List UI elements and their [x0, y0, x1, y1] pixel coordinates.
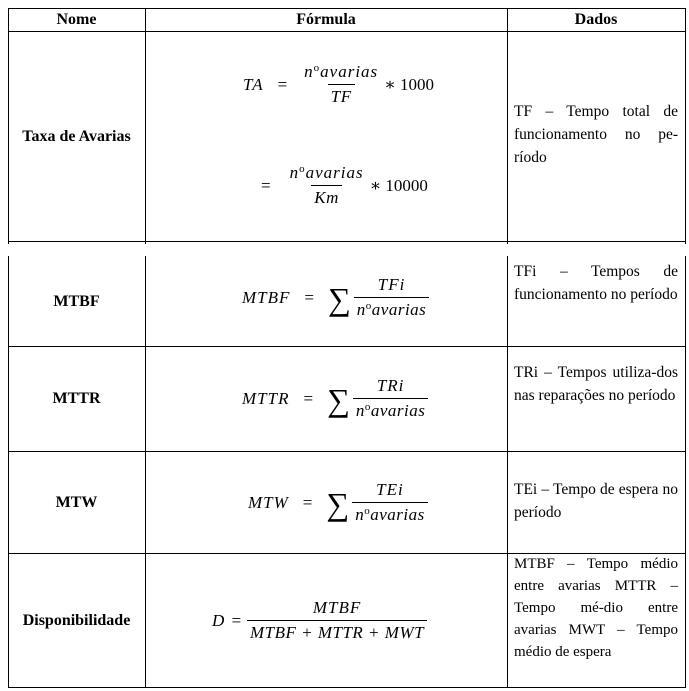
- fraction: [301, 62, 381, 107]
- multiplier: ∗ 10000: [369, 175, 428, 195]
- ordinal-o: o: [365, 300, 372, 312]
- fraction: [353, 376, 429, 421]
- row-name-mttr: MTTR: [52, 390, 101, 407]
- fraction-denominator: MTBF + MTTR + MWT: [247, 620, 427, 643]
- fraction-numerator: [301, 62, 381, 84]
- formula-lhs: D =: [212, 610, 243, 630]
- formula-taxa-1: [243, 62, 434, 107]
- ordinal-o: o: [364, 401, 371, 413]
- dados-taxa: TF – Tempo total de funcionamento no pe-ríodo: [514, 103, 678, 166]
- fraction: [247, 598, 427, 643]
- fraction-denominator: TF: [328, 84, 355, 107]
- row-name-mtw: MTW: [55, 493, 98, 511]
- formula-lhs: MTBF: [242, 287, 291, 307]
- avarias-text: avarias: [370, 505, 425, 524]
- col-border-2: [507, 8, 508, 244]
- col-border-right: [685, 8, 686, 244]
- formula-mtbf: [242, 275, 429, 320]
- formula-disponibilidade: [212, 598, 427, 643]
- sum-symbol: ∑: [327, 280, 351, 317]
- equals-sign: =: [261, 175, 271, 195]
- ordinal-o: o: [299, 163, 306, 175]
- formula-lhs: MTTR: [242, 388, 290, 408]
- n-symbol: n: [304, 62, 314, 81]
- fraction-numerator: TEi: [376, 480, 404, 499]
- table-bottom-rule: [8, 687, 686, 688]
- equals-sign: =: [304, 287, 314, 307]
- fraction: [354, 275, 430, 320]
- avarias-text: avarias: [370, 401, 426, 420]
- ordinal-o: o: [313, 62, 321, 74]
- dados-mtw: TEi – Tempo de espera no período: [514, 481, 678, 521]
- col-border-1: [145, 256, 146, 688]
- fraction-numerator: TFi: [377, 275, 406, 294]
- ordinal-o: o: [364, 505, 371, 517]
- row-name-taxa: Taxa de Avarias: [22, 127, 131, 145]
- row-name-mtbf: MTBF: [53, 293, 100, 310]
- formula-taxa-2: [261, 163, 428, 208]
- fraction-numerator: TRi: [376, 376, 405, 395]
- n-symbol: n: [356, 300, 366, 319]
- equals-sign: =: [277, 74, 288, 94]
- header-dados: Dados: [574, 11, 618, 28]
- avarias-text: avarias: [371, 300, 427, 319]
- row-name-disponibilidade: Disponibilidade: [22, 611, 131, 629]
- fraction-numerator: MTBF: [312, 598, 362, 617]
- fraction: [352, 480, 428, 525]
- formula-lhs: TA: [243, 74, 264, 94]
- equals-sign: =: [302, 492, 313, 512]
- n-symbol: n: [355, 505, 365, 524]
- dados-disponibilidade: MTBF – Tempo médio entre avarias MTTR – Tempo mé-dio entre avarias MWT – Tempo médio de espera: [514, 556, 678, 660]
- formula-mtw: [248, 480, 428, 525]
- fraction-denominator: [354, 297, 430, 320]
- avarias-text: avarias: [320, 62, 379, 81]
- fraction-denominator: [353, 398, 429, 421]
- header-nome: Nome: [56, 11, 97, 28]
- n-symbol: n: [355, 401, 365, 420]
- n-symbol: n: [289, 163, 300, 182]
- rule-taxa-mtbf: [8, 241, 686, 242]
- formula-lhs: MTW: [248, 492, 289, 512]
- multiplier: ∗ 1000: [384, 74, 434, 94]
- fraction-numerator: [287, 163, 367, 185]
- col-border-right: [685, 256, 686, 688]
- equals-sign: =: [303, 388, 314, 408]
- dados-mttr: TRi – Tempos utiliza-dos nas reparações no período: [514, 364, 678, 404]
- sum-symbol: ∑: [326, 485, 350, 522]
- fraction-denominator: [352, 502, 428, 525]
- dados-mtbf: TFi – Tempos de funcionamento no período: [514, 263, 678, 303]
- col-border-1: [145, 8, 146, 244]
- col-border-2: [507, 256, 508, 688]
- fraction-denominator: Km: [311, 185, 342, 208]
- fraction: [287, 163, 367, 208]
- formula-mttr: [242, 376, 428, 421]
- sum-symbol: ∑: [327, 381, 350, 418]
- avarias-text: avarias: [305, 163, 364, 182]
- header-formula: Fórmula: [296, 11, 356, 28]
